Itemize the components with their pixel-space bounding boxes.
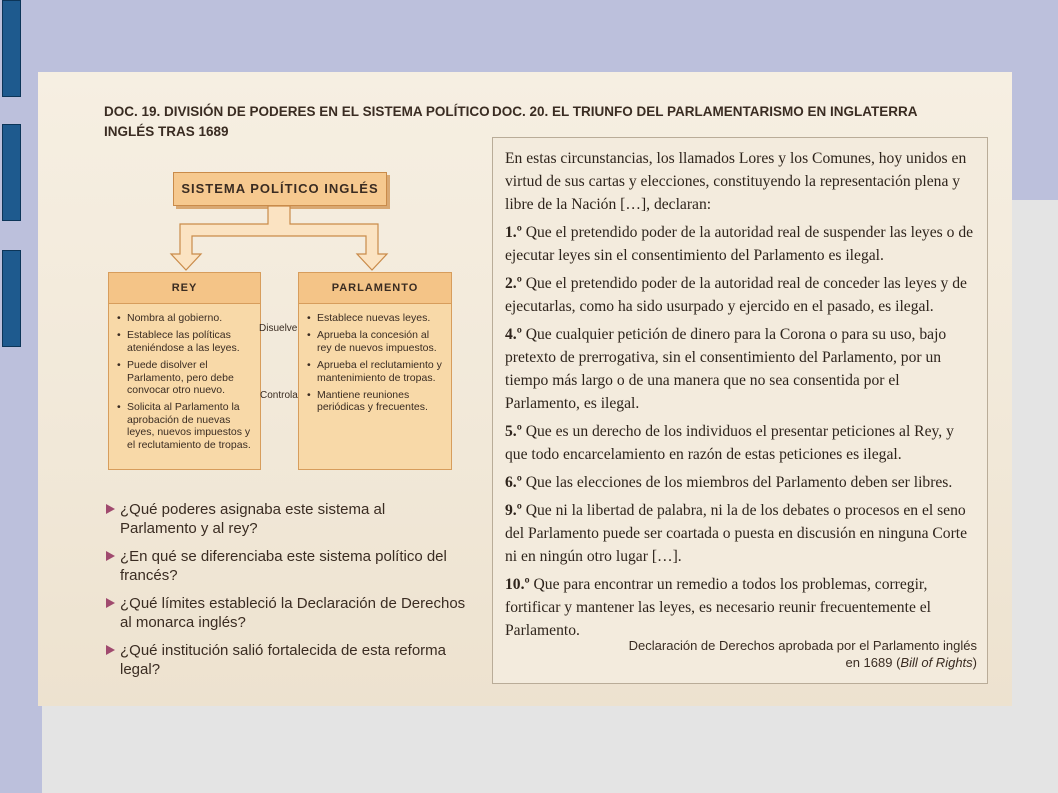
question-item: [106, 500, 466, 538]
parlamento-item: • Aprueba la concesión al rey de nuevos impuestos.: [307, 329, 445, 354]
triangle-bullet-icon: [106, 551, 115, 561]
question-item: [106, 547, 466, 585]
article-number: 10.º: [505, 576, 530, 593]
rey-title: REY: [109, 273, 260, 304]
article: [505, 323, 977, 415]
article: [505, 471, 977, 494]
article-text: Que ni la libertad de palabra, ni la de los debates o procesos en el seno del Parlamento puede ser coartada o puesta en discusión en ninguna Corte ni en ningún otro lugar […].: [505, 502, 968, 565]
doc20-source: [629, 637, 977, 671]
slide-tab-1: [2, 0, 21, 97]
arrow-disuelve-label: Disuelve: [259, 323, 298, 334]
source-line1: Declaración de Derechos aprobada por el Parlamento inglés: [628, 638, 977, 653]
rey-item: • Nombra al gobierno.: [117, 312, 254, 324]
question-text: ¿Qué institución salió fortalecida de esta reforma legal?: [120, 642, 446, 678]
article-number: 6.º: [505, 474, 522, 491]
parlamento-box: [298, 272, 452, 470]
article-number: 4.º: [505, 326, 522, 343]
article: [505, 272, 977, 318]
source-suffix: ): [972, 655, 977, 670]
article-text: Que el pretendido poder de la autoridad real de suspender las leyes o de ejecutar leyes sin el consentimiento del Parlamento es ilegal.: [505, 224, 974, 264]
article: [505, 420, 977, 466]
article-number: 2.º: [505, 275, 522, 292]
question-text: ¿Qué poderes asignaba este sistema al Parlamento y al rey?: [120, 501, 386, 537]
rey-box: [108, 272, 261, 470]
article-number: 1.º: [505, 224, 522, 241]
diagram-connectors: [38, 72, 518, 282]
article-number: 5.º: [505, 423, 522, 440]
slide-tab-2: [2, 124, 21, 221]
source-title: Bill of Rights: [900, 655, 973, 670]
article: [505, 499, 977, 568]
source-line2: [629, 654, 977, 671]
question-text: ¿Qué límites estableció la Declaración de Derechos al monarca inglés?: [120, 595, 466, 631]
article: [505, 573, 977, 642]
triangle-bullet-icon: [106, 645, 115, 655]
doc19-title-line2: INGLÉS TRAS 1689: [104, 124, 229, 139]
rey-item: • Solicita al Parlamento la aprobación de nuevas leyes, nuevos impuestos y el reclutamiento de tropas.: [117, 401, 254, 451]
article-text: Que las elecciones de los miembros del Parlamento deben ser libres.: [525, 474, 953, 491]
article-text: Que el pretendido poder de la autoridad real de conceder las leyes y de ejecutarlas, como ha sido usurpado y ejercido en el pasado, es ilegal.: [505, 275, 967, 315]
parlamento-title: PARLAMENTO: [299, 273, 451, 304]
slide-left-band: [0, 0, 42, 793]
parlamento-item: • Aprueba el reclutamiento y mantenimiento de tropas.: [307, 359, 445, 384]
source-prefix: en 1689 (: [845, 655, 901, 670]
article-number: 9.º: [505, 502, 522, 519]
question-text: ¿En qué se diferenciaba este sistema político del francés?: [120, 548, 447, 584]
slide-tab-3: [2, 250, 21, 347]
triangle-bullet-icon: [106, 598, 115, 608]
arrow-controla-label: Controla: [260, 390, 298, 401]
doc20-textbox: [492, 137, 988, 684]
parlamento-item: • Establece nuevas leyes.: [307, 312, 445, 324]
article-text: Que cualquier petición de dinero para la Corona o para su uso, bajo pretexto de prerrogativa, sin el consentimiento del Parlamento, por un tiempo más largo o de una manera que no sea consentida por el Parlamento, es ilegal.: [505, 326, 947, 412]
rey-item: • Establece las políticas ateniéndose a las leyes.: [117, 329, 254, 354]
triangle-bullet-icon: [106, 504, 115, 514]
doc20-intro: En estas circunstancias, los llamados Lores y los Comunes, hoy unidos en virtud de sus cartas y elecciones, constituyendo la representación plena y libre de la Nación […], declaran:: [505, 150, 967, 213]
article-text: Que es un derecho de los individuos el presentar peticiones al Rey, y que todo encarcelamiento en razón de estas peticiones es ilegal.: [505, 423, 954, 463]
doc19-questions: [106, 500, 466, 688]
question-item: [106, 641, 466, 679]
rey-item: • Puede disolver el Parlamento, pero debe convocar otro nuevo.: [117, 359, 254, 396]
diagram-main-box: SISTEMA POLÍTICO INGLÉS: [173, 172, 387, 206]
question-item: [106, 594, 466, 632]
article: [505, 221, 977, 267]
doc19-title-line1: DOC. 19. DIVISIÓN DE PODERES EN EL SISTEMA POLÍTICO: [104, 104, 490, 119]
textbook-page-image: [38, 72, 1012, 706]
parlamento-item: • Mantiene reuniones periódicas y frecuentes.: [307, 389, 445, 414]
article-text: Que para encontrar un remedio a todos los problemas, corregir, fortificar y mantener las leyes, es necesario reunir frecuentemente el Parlamento.: [505, 576, 932, 639]
doc20-title: DOC. 20. EL TRIUNFO DEL PARLAMENTARISMO EN INGLATERRA: [492, 104, 918, 119]
